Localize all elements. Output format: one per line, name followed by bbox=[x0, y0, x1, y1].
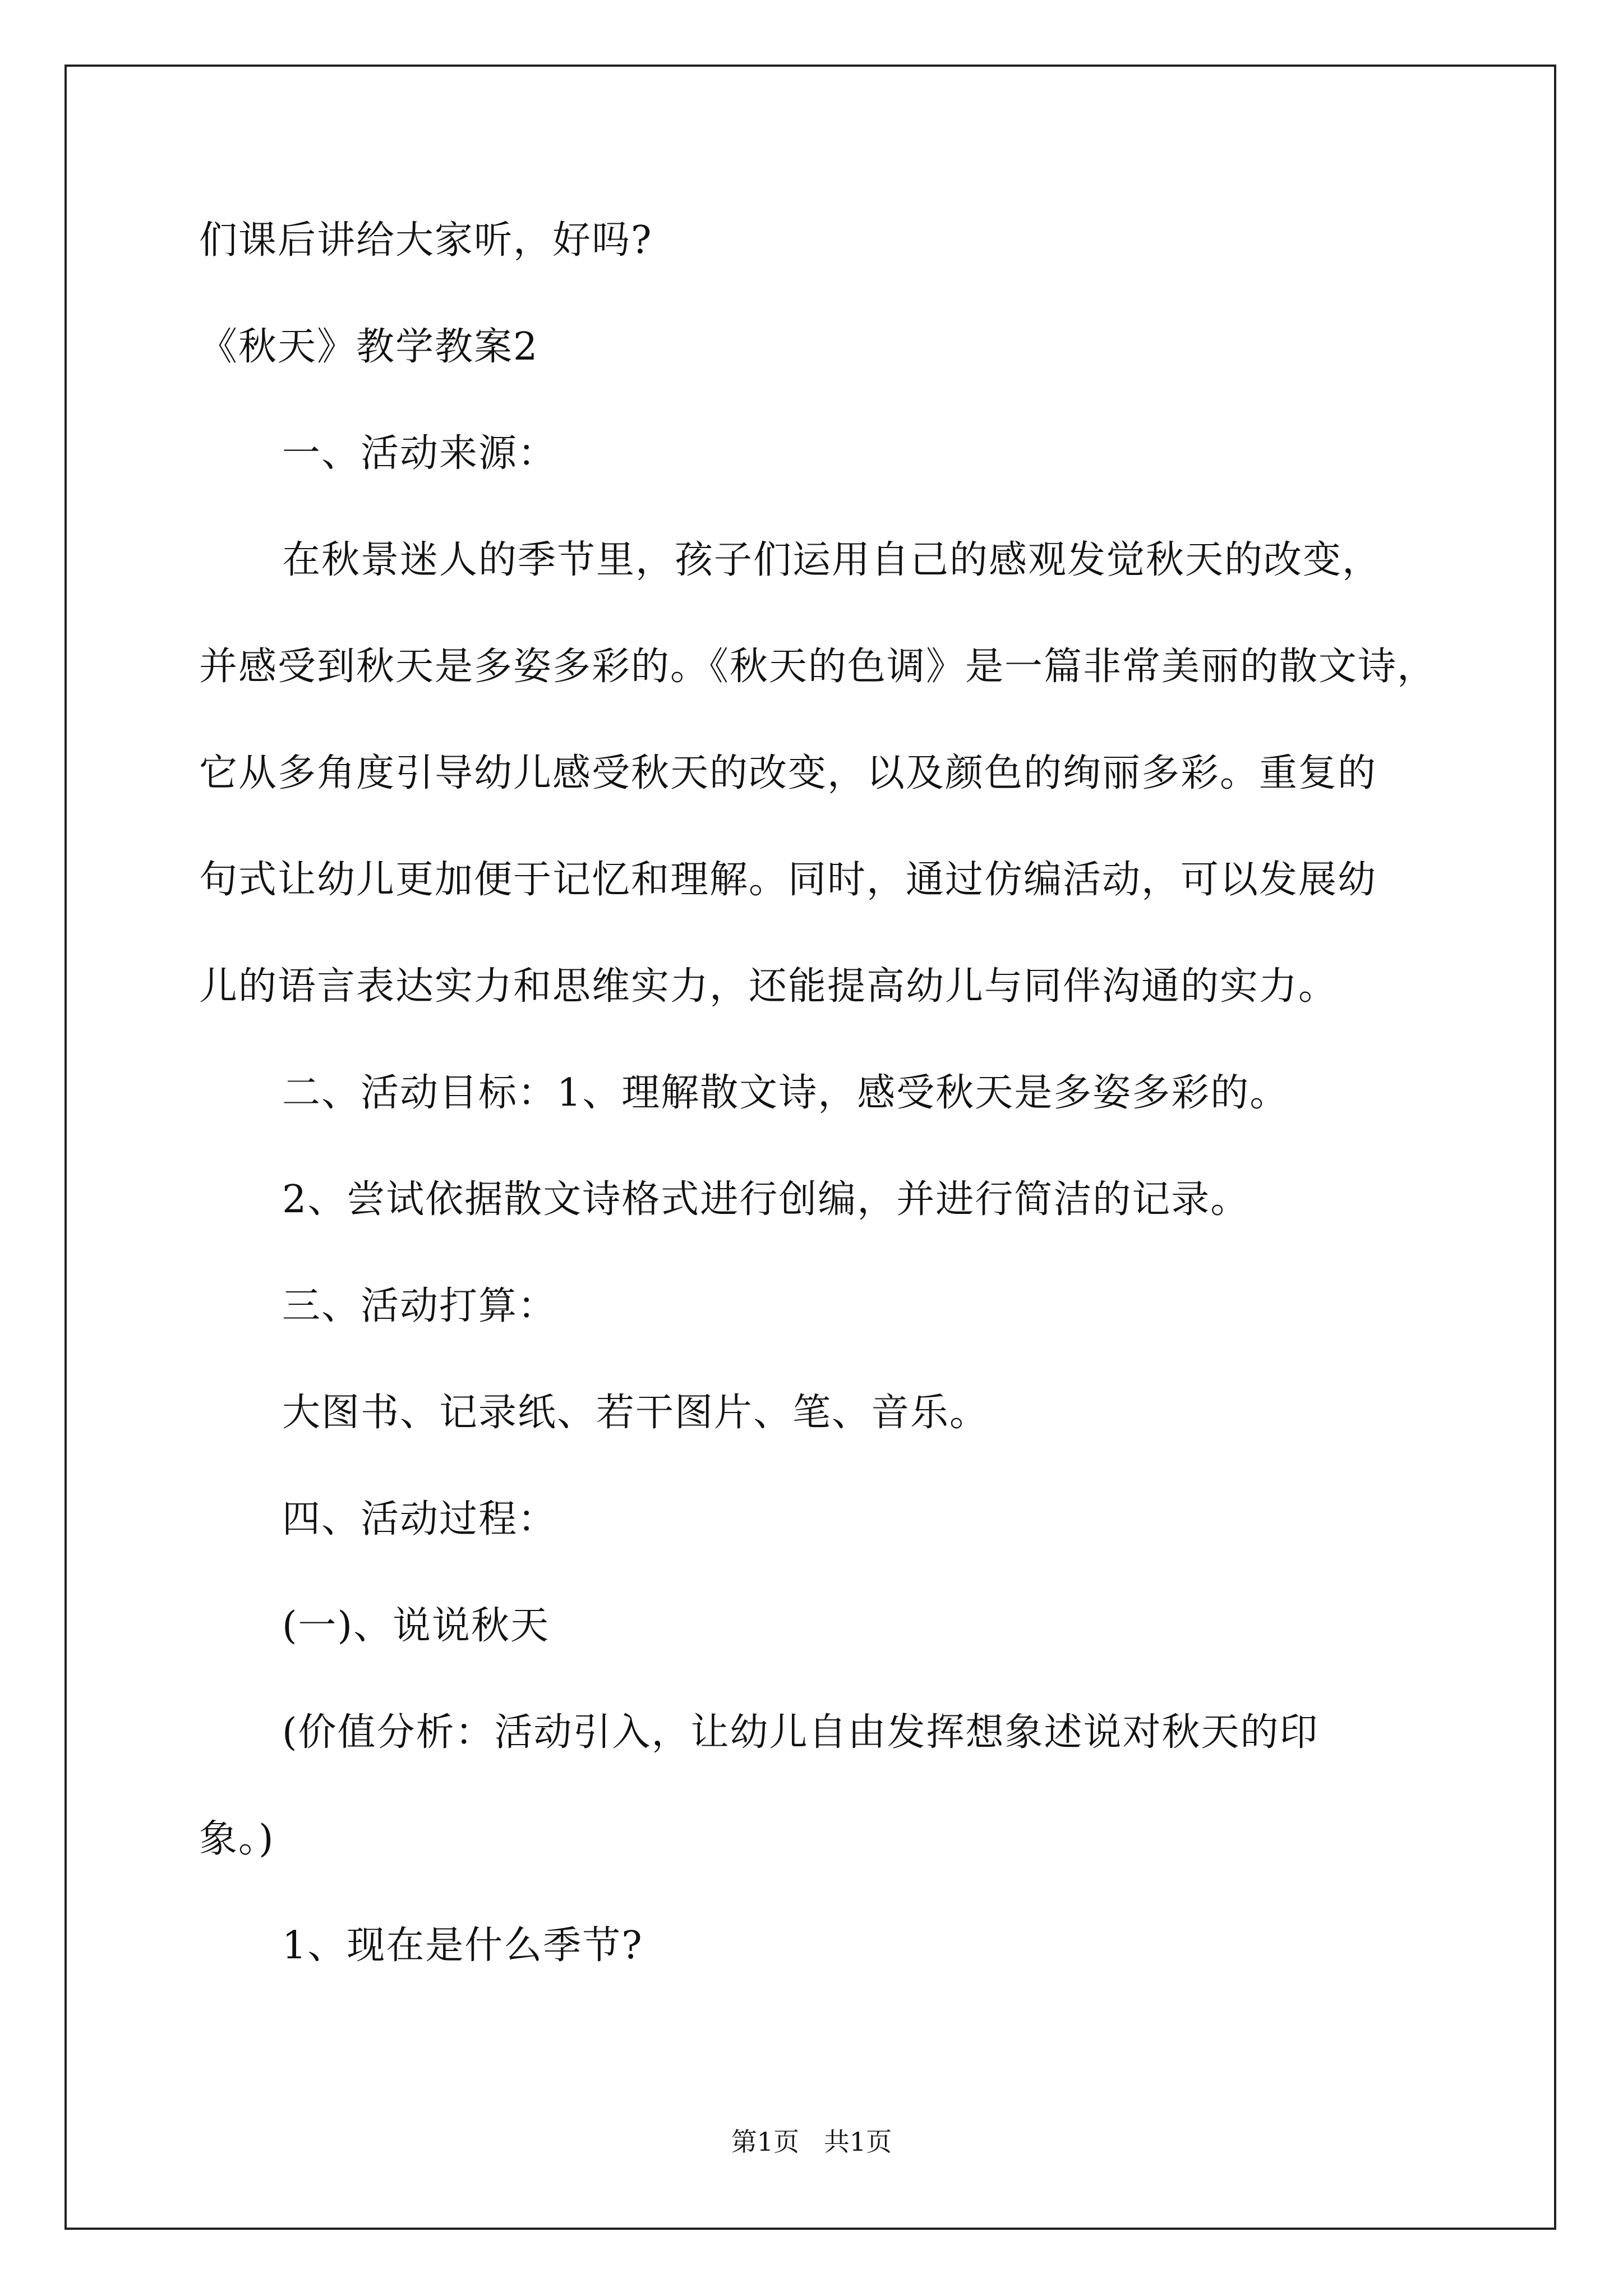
subheading-talk-autumn: (一)、说说秋天 bbox=[282, 1604, 550, 1648]
heading-activity-process: 四、活动过程： bbox=[282, 1497, 557, 1542]
section-title: 《秋天》教学教案2 bbox=[199, 325, 539, 369]
page-footer: 第1页 共1页 bbox=[731, 2127, 892, 2157]
goal-item-2: 2、尝试依据散文诗格式进行创编，并进行简洁的记录。 bbox=[282, 1177, 1250, 1222]
page-border bbox=[64, 65, 1556, 2230]
text-line-1: 们课后讲给大家听，好吗? bbox=[199, 218, 653, 263]
question-item-1: 1、现在是什么季节? bbox=[282, 1924, 643, 1968]
paragraph-line-1: 在秋景迷人的季节里，孩子们运用自己的感观发觉秋天的改变， bbox=[282, 538, 1382, 582]
heading-activity-goals: 二、活动目标：1、理解散文诗，感受秋天是多姿多彩的。 bbox=[282, 1071, 1289, 1115]
paragraph-line-2: 并感受到秋天是多姿多彩的。《秋天的色调》是一篇非常美丽的散文诗， bbox=[199, 645, 1437, 689]
heading-activity-prep: 三、活动打算： bbox=[282, 1284, 557, 1328]
value-analysis-line-2: 象。) bbox=[199, 1817, 275, 1861]
prep-materials: 大图书、记录纸、若干图片、笔、音乐。 bbox=[282, 1391, 989, 1435]
heading-activity-source: 一、活动来源： bbox=[282, 431, 557, 476]
paragraph-line-5: 儿的语言表达实力和思维实力，还能提高幼儿与同伴沟通的实力。 bbox=[199, 964, 1338, 1009]
value-analysis-line-1: (价值分析：活动引入，让幼儿自由发挥想象述说对秋天的印 bbox=[282, 1710, 1319, 1755]
paragraph-line-4: 句式让幼儿更加便于记忆和理解。同时，通过仿编活动，可以发展幼 bbox=[199, 858, 1377, 902]
paragraph-line-3: 它从多角度引导幼儿感受秋天的改变，以及颜色的绚丽多彩。重复的 bbox=[199, 751, 1377, 795]
